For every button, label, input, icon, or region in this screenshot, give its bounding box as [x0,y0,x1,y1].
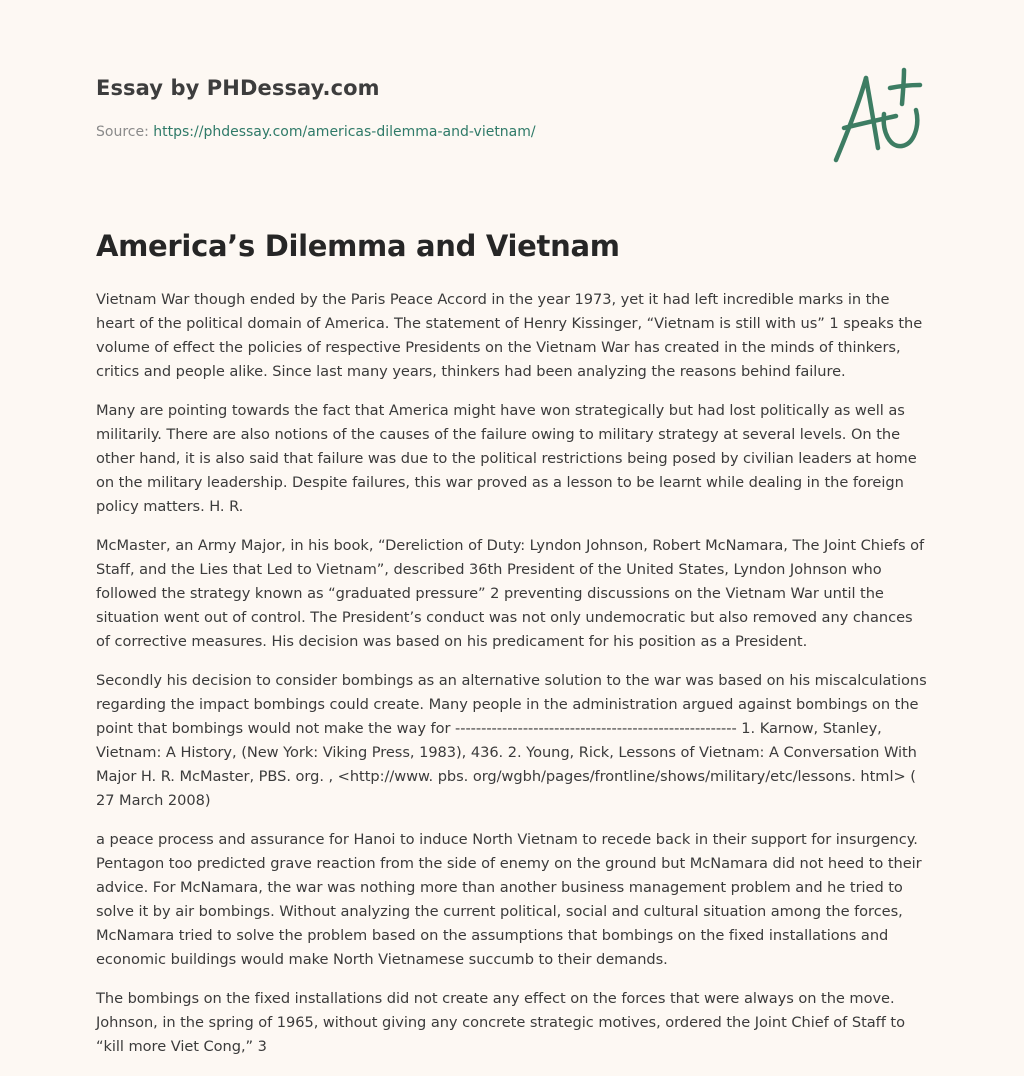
essay-paragraph: Secondly his decision to consider bombings as an alternative solution to the war was based on his miscalculations regarding the impact bombings could create. Many people in the administration argued against bombings on the point that bombings would not make the way for ------------------------------------------------------ 1. Karnow, Stanley, Vietnam: A History, (New York: Viking Press, 1983), 436. 2. Young, Rick, Lessons of Vietnam: A Conversation With Major H. R. McMaster, PBS. org. , <http://www. pbs. org/wgbh/pages/frontline/shows/military/etc/lessons. html> ( 27 March 2008) [96,672,927,809]
site-header [96,0,928,200]
brand-title: Essay by PHDessay.com [96,76,380,100]
source-label: Source: [96,124,154,140]
source-line [96,124,536,140]
source-link[interactable]: https://phdessay.com/americas-dilemma-and-vietnam/ [153,124,536,140]
essay-paragraph: The bombings on the fixed installations did not create any effect on the forces that were always on the move. Johnson, in the spring of 1965, without giving any concrete strategic motives, ordered the Joint Chief of Staff to “kill more Viet Cong,” 3 [96,990,905,1055]
essay-main [96,228,928,1059]
logo-a-left-stroke [836,78,866,160]
essay-paragraph: Many are pointing towards the fact that America might have won strategically but had lost politically as well as militarily. There are also notions of the causes of the failure owing to military strategy at several levels. On the other hand, it is also said that failure was due to the political restrictions being posed by civilian leaders at home on the military leadership. Despite failures, this war proved as a lesson to be learnt while dealing in the foreign policy matters. H. R. [96,402,917,515]
essay-paragraph: McMaster, an Army Major, in his book, “Dereliction of Duty: Lyndon Johnson, Robert McNamara, The Joint Chiefs of Staff, and the Lies that Led to Vietnam”, described 36th President of the United States, Lyndon Johnson who followed the strategy known as “graduated pressure” 2 preventing discussions on the Vietnam War until the situation went out of control. The President’s conduct was not only undemocratic but also removed any chances of corrective measures. His decision was based on his predicament for his position as a President. [96,537,925,650]
a-plus-logo-icon [826,66,930,166]
essay-body [96,288,928,1059]
essay-title: America’s Dilemma and Vietnam [96,229,620,263]
essay-paragraph: a peace process and assurance for Hanoi to induce North Vietnam to recede back in their support for insurgency. Pentagon too predicted grave reaction from the side of enemy on the ground but McNamara did not heed to their advice. For McNamara, the war was nothing more than another business management problem and he tried to solve it by air bombings. Without analyzing the current political, social and cultural situation among the forces, McNamara tried to solve the problem based on the assumptions that bombings on the fixed installations and economic buildings would make North Vietnamese succumb to their demands. [96,831,922,968]
essay-paragraph: Vietnam War though ended by the Paris Peace Accord in the year 1973, yet it had left incredible marks in the heart of the political domain of America. The statement of Henry Kissinger, “Vietnam is still with us” 1 speaks the volume of effect the policies of respective Presidents on the Vietnam War has created in the minds of thinkers, critics and people alike. Since last many years, thinkers had been analyzing the reasons behind failure. [96,291,923,380]
logo-a-right-stroke [866,78,878,148]
logo-plus-horizontal [890,85,920,88]
